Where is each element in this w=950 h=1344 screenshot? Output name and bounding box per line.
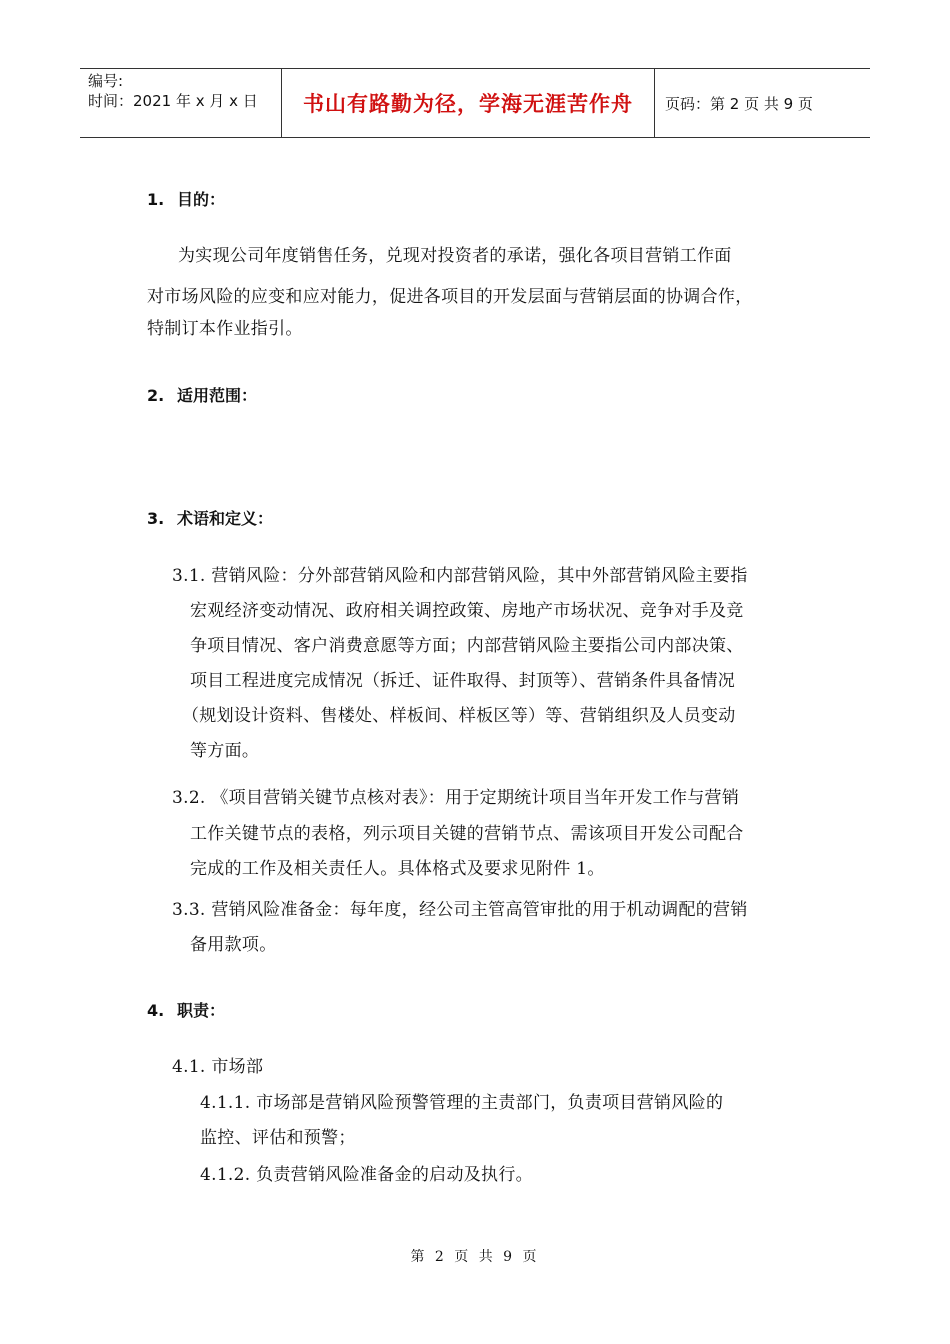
def-3-1-line-4: 项目工程进度完成情况（拆迁、证件取得、封顶等）、营销条件具备情况 [190, 671, 736, 691]
def-3-1-line-5: （规划设计资料、售楼处、样板间、样板区等）等、营销组织及人员变动 [182, 706, 736, 726]
def-3-3-line-1: 3.3. 营销风险准备金：每年度，经公司主管高管审批的用于机动调配的营销 [172, 900, 748, 920]
doc-date-label: 时间：2021 年 x 月 x 日 [88, 92, 258, 110]
purpose-line-3: 特制订本作业指引。 [147, 319, 303, 339]
def-3-1-line-2: 宏观经济变动情况、政府相关调控政策、房地产市场状况、竞争对手及竞 [190, 601, 744, 621]
header-motto: 书山有路勤为径，学海无涯苦作舟 [282, 69, 655, 137]
resp-4-1-1-line-1: 4.1.1. 市场部是营销风险预警管理的主责部门，负责项目营销风险的 [200, 1093, 724, 1113]
def-3-1-line-6: 等方面。 [190, 741, 260, 761]
section-heading-scope: 2. 适用范围： [147, 386, 258, 405]
doc-number-label: 编号: [88, 72, 124, 90]
resp-4-1-2: 4.1.2. 负责营销风险准备金的启动及执行。 [200, 1165, 533, 1185]
def-3-2-line-1: 3.2. 《项目营销关键节点核对表》：用于定期统计项目当年开发工作与营销 [172, 788, 740, 808]
purpose-line-2: 对市场风险的应变和应对能力，促进各项目的开发层面与营销层面的协调合作， [147, 287, 753, 307]
section-heading-purpose: 1. 目的： [147, 190, 226, 209]
page-footer: 第 2 页 共 9 页 [410, 1249, 540, 1265]
page-header [80, 68, 870, 138]
resp-4-1: 4.1. 市场部 [172, 1057, 264, 1077]
def-3-1-line-1: 3.1. 营销风险：分外部营销风险和内部营销风险，其中外部营销风险主要指 [172, 566, 748, 586]
def-3-2-line-3: 完成的工作及相关责任人。具体格式及要求见附件 1。 [190, 859, 605, 879]
def-3-3-line-2: 备用款项。 [190, 935, 277, 955]
resp-4-1-1-line-2: 监控、评估和预警； [200, 1128, 356, 1148]
def-3-2-line-2: 工作关键节点的表格，列示项目关键的营销节点、需该项目开发公司配合 [190, 824, 744, 844]
section-heading-definitions: 3. 术语和定义： [147, 509, 274, 528]
purpose-line-1: 为实现公司年度销售任务，兑现对投资者的承诺，强化各项目营销工作面 [178, 246, 732, 266]
def-3-1-line-3: 争项目情况、客户消费意愿等方面；内部营销风险主要指公司内部决策、 [190, 636, 744, 656]
header-meta [80, 69, 282, 137]
header-page-info: 页码：第 2 页 共 9 页 [665, 94, 813, 113]
section-heading-responsibilities: 4. 职责： [147, 1001, 226, 1020]
